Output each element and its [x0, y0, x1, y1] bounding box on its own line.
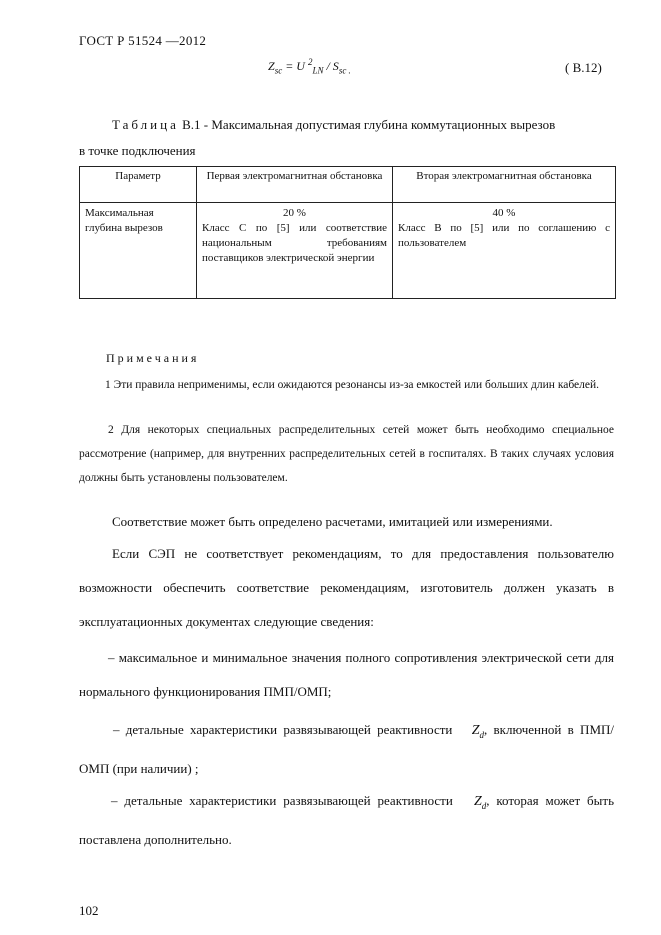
paragraph-recommendations: Если СЭП не соответствует рекомендациям, то для предоставления пользователю возможности обеспечить соответствие рекомендациям, изготовитель должен указать в эксплуатационных документах следующие сведения: [79, 546, 614, 629]
first-environment-value: 20 % [283, 207, 306, 219]
notch-depth-table [79, 166, 616, 299]
table-caption-text: В.1 - Максимальная допустимая глубина коммутационных вырезов [178, 117, 556, 132]
list-item-reactance-additional [79, 784, 614, 857]
page-number: 102 [79, 903, 99, 918]
formula-zd: $Z_d$ [473, 794, 487, 811]
list-item-text: , включенной в ПМП/ ОМП (при наличии) ; [79, 722, 614, 776]
list-item-impedance: – максимальное и минимальное значения полного сопротивления электрической сети для нормального функционирования ПМП/ОМП; [79, 650, 614, 699]
equation-number: ( В.12) [565, 60, 602, 75]
list-item-text: , которая может быть поставлена дополнительно. [79, 793, 615, 847]
table-cell-first-environment [197, 203, 393, 299]
table-caption-line2: в точке подключения [79, 143, 196, 158]
table-caption-label: Таблица [112, 117, 179, 132]
second-environment-value: 40 % [492, 207, 516, 219]
document-header: ГОСТ Р 51524 —2012 [79, 33, 207, 48]
table-caption [112, 117, 614, 133]
note-1: 1 Эти правила неприменимы, если ожидаются резонансы из-за емкостей или больших длин кабелей. [105, 379, 600, 391]
second-environment-text: Класс В по [5] или по соглашению с пользователем [398, 222, 610, 249]
list-item-reactance-included [79, 713, 614, 786]
note-2: 2 Для некоторых специальных распределительных сетей может быть необходимо специальное рассмотрение (например, для внутренних распределительных сетей в госпиталях. В таких случаях условия должны быть установлены пользователем. [79, 424, 614, 484]
table-header-row [80, 167, 616, 203]
list-item-text: – детальные характеристики развязывающей реактивности [113, 722, 453, 737]
table-cell-second-environment [393, 203, 616, 299]
table-row [80, 203, 616, 299]
notes-title: Примечания [106, 351, 200, 365]
formula-b12: $Z_{sc} = U$ $^2_{LN} / S_{sc .}$ [268, 57, 351, 76]
first-environment-text: Класс С по [5] или соответствие национальным требованиям поставщиков электрической энергии [202, 222, 387, 264]
formula-zd: $Z_d$ [471, 723, 485, 740]
paragraph-conformity: Соответствие может быть определено расчетами, имитацией или измерениями. [112, 514, 553, 529]
table-header-cell: Параметр [80, 167, 197, 203]
table-cell-parameter: Максимальная глубина вырезов [80, 203, 197, 299]
list-item-text: – детальные характеристики развязывающей реактивности [111, 793, 453, 808]
table-header-cell: Вторая электромагнитная обстановка [393, 167, 616, 203]
table-header-cell: Первая электромагнитная обстановка [197, 167, 393, 203]
